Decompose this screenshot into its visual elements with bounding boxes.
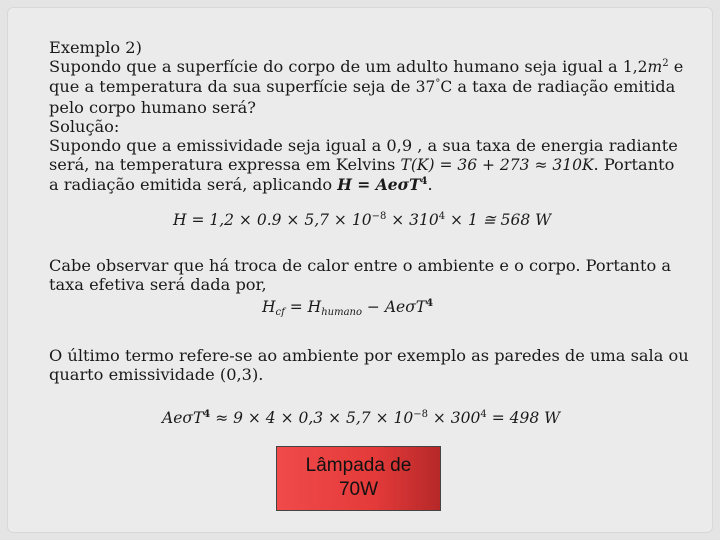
equation-radiation: $H = 1,2 \times 0.9 \times 5,7 \times 10^{-8} \times 310^4 \times 1$ ≅ 568 W xyxy=(173,211,552,229)
problem-text xyxy=(49,38,684,195)
lamp-label-line-2: 70W xyxy=(338,479,379,500)
text-line-7: será, na temperatura expressa em Kelvins T(K) = 36 + 273 ≈ 310K. Portanto xyxy=(49,155,675,175)
equation-net-rate: $H_{cf} = H_{humano} - Ae\sigma T^4$ xyxy=(262,298,434,318)
example-title: Exemplo 2) xyxy=(49,38,142,57)
environment-text: O último termo refere-se ao ambiente por exemplo as paredes de uma sala ou quarto emissividade (0,3). xyxy=(49,346,689,385)
solution-heading: Solução: xyxy=(49,116,120,136)
text-line-4: pelo corpo humano será? xyxy=(49,97,256,117)
text-line-6: Supondo que a emissividade seja igual a 0,9 , a sua taxa de energia radiante xyxy=(49,136,678,156)
net-rate-text: Cabe observar que há troca de calor entre o ambiente e o corpo. Portanto a taxa efetiva será dada por, xyxy=(49,256,672,295)
lamp-label-box xyxy=(276,446,441,511)
lamp-label-line-1: Lâmpada de xyxy=(305,455,412,476)
text-line-8: a radiação emitida será, aplicando H = AeσT$^4$. xyxy=(49,175,433,195)
text-line-2: Supondo que a superfície do corpo de um adulto humano seja igual a $1,2m^2$ e xyxy=(49,57,684,77)
equation-environment: $Ae\sigma T^4 \approx 9 \times 4 \times 0,3 \times 5,7 \times 10^{-8} \times 300^4 = 498$ W xyxy=(162,409,561,427)
text-line-3: que a temperatura da sua superfície seja de 37°C a taxa de radiação emitida xyxy=(49,77,676,97)
